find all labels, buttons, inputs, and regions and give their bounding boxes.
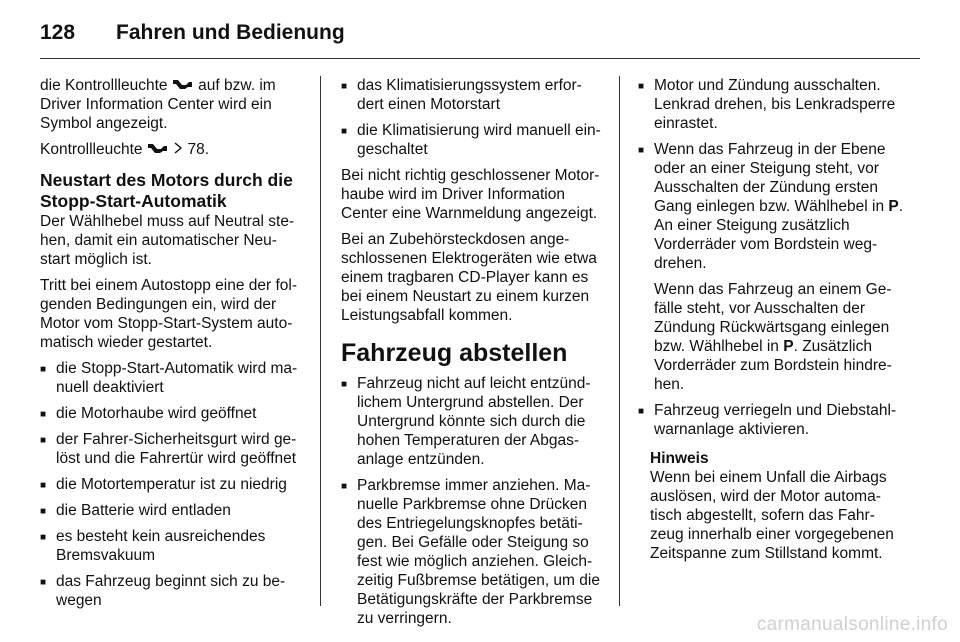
autostop-indicator-icon (147, 142, 169, 154)
chapter-title: Fahren und Bedienung (116, 21, 345, 44)
list-item: ■ der Fahrer-Sicherheitsgurt wird ge-löst und die Fahrertür wird geöffnet (40, 430, 306, 468)
column-3 (638, 76, 906, 563)
list-item: ■ Parkbremse immer anziehen. Ma-nuelle Parkbremse ohne Drücken des Entriegelungsknopfes betäti-gen. Bei Gefälle oder Steigung so fest wie möglich anziehen. Gleich-zeitig Fußbremse betätigen, um die Betätigungskräfte der Parkbremse zu verringern. (341, 476, 605, 628)
list-item: ■ die Stopp-Start-Automatik wird ma-nuell deaktiviert (40, 359, 306, 397)
intro-text-after: auf bzw. im Driver Information Center wird ein Symbol angezeigt. (40, 77, 276, 132)
list-item-text: Wenn das Fahrzeug in der Ebene oder an einer Steigung steht, vor Ausschalten der Zündung ersten Gang einlegen bzw. Wählhebel in (654, 141, 886, 215)
list-item: ■ die Klimatisierung wird manuell ein-geschaltet (341, 121, 605, 159)
page-number: 128 (40, 21, 76, 44)
parking-steps-list-continued (638, 76, 906, 439)
paragraph: Der Wählhebel muss auf Neutral ste-hen, damit ein automatischer Neu-start möglich ist. (40, 213, 295, 268)
list-item: ■ das Klimatisierungssystem erfor-dert einen Motorstart (341, 76, 605, 114)
column-1 (40, 76, 306, 617)
indicator-reference (40, 140, 306, 159)
column-divider (619, 76, 620, 606)
list-item: ■ die Batterie wird entladen (40, 501, 306, 520)
restart-conditions-list-continued (341, 76, 605, 159)
gear-position: P (783, 338, 794, 355)
section-heading-parking: Fahrzeug abstellen (341, 339, 568, 367)
intro-text-before: die Kontrollleuchte (40, 77, 168, 94)
note-box (650, 449, 906, 563)
list-item (638, 140, 906, 394)
column-divider (320, 76, 321, 606)
list-item: ■ es besteht kein ausreichendes Bremsvakuum (40, 527, 306, 565)
note-title: Hinweis (650, 450, 709, 467)
list-item-text: . An einer Steigung zusätzlich Vorderräder vom Bordstein weg-drehen. (654, 198, 904, 272)
list-item: ■ Fahrzeug verriegeln und Diebstahl-warnanlage aktivieren. (638, 401, 906, 439)
note-text: Wenn bei einem Unfall die Airbags auslösen, wird der Motor automa-tisch abgestellt, sofern das Fahr-zeug innerhalb einer vorgegebenen Zeitspanne zum Stillstand kommt. (650, 469, 894, 562)
restart-conditions-list (40, 359, 306, 610)
parking-steps-list (341, 374, 605, 628)
page-header (40, 18, 345, 48)
list-item: ■ Fahrzeug nicht auf leicht entzünd-lichem Untergrund abstellen. Der Untergrund könnte sich durch die hohen Temperaturen der Abgas-anlage entzünden. (341, 374, 605, 469)
column-2 (341, 76, 605, 635)
gear-position: P (888, 198, 899, 215)
list-item: ■ die Motorhaube wird geöffnet (40, 404, 306, 423)
watermark: carmanualsonline.info (756, 614, 948, 635)
paragraph: Tritt bei einem Autostopp eine der fol-genden Bedingungen ein, wird der Motor vom Stopp-Start-System auto-matisch wieder gestartet. (40, 277, 298, 351)
list-item-text: Wenn das Fahrzeug an einem Ge-fälle steht, vor Ausschalten der Zündung Rückwärtsgang einlegen bzw. Wählhebel in (654, 281, 892, 355)
list-item-subparagraph (654, 280, 906, 394)
list-item: ■ Motor und Zündung ausschalten. Lenkrad drehen, bis Lenkradsperre einrastet. (638, 76, 906, 133)
page-reference-icon[interactable] (173, 142, 183, 154)
reference-label: Kontrollleuchte (40, 141, 143, 158)
list-item: ■ das Fahrzeug beginnt sich zu be-wegen (40, 572, 306, 610)
list-item-text: . Zusätzlich Vorderräder zum Bordstein hindre-hen. (654, 338, 892, 393)
header-rule (40, 58, 920, 59)
section-heading-restart: Neustart des Motors durch die Stopp-Start-Automatik (40, 170, 293, 211)
reference-page[interactable]: 78. (187, 141, 210, 158)
paragraph: Bei nicht richtig geschlossener Motor-haube wird im Driver Information Center eine Warnmeldung angezeigt. (341, 167, 600, 222)
list-item: ■ die Motortemperatur ist zu niedrig (40, 475, 306, 494)
intro-paragraph (40, 76, 306, 133)
paragraph: Bei an Zubehörsteckdosen ange-schlossenen Elektrogeräten wie etwa einem tragbaren CD-Player kann es bei einem Neustart zu einem kurzen Leistungsabfall kommen. (341, 231, 597, 324)
autostop-indicator-icon (172, 78, 194, 90)
